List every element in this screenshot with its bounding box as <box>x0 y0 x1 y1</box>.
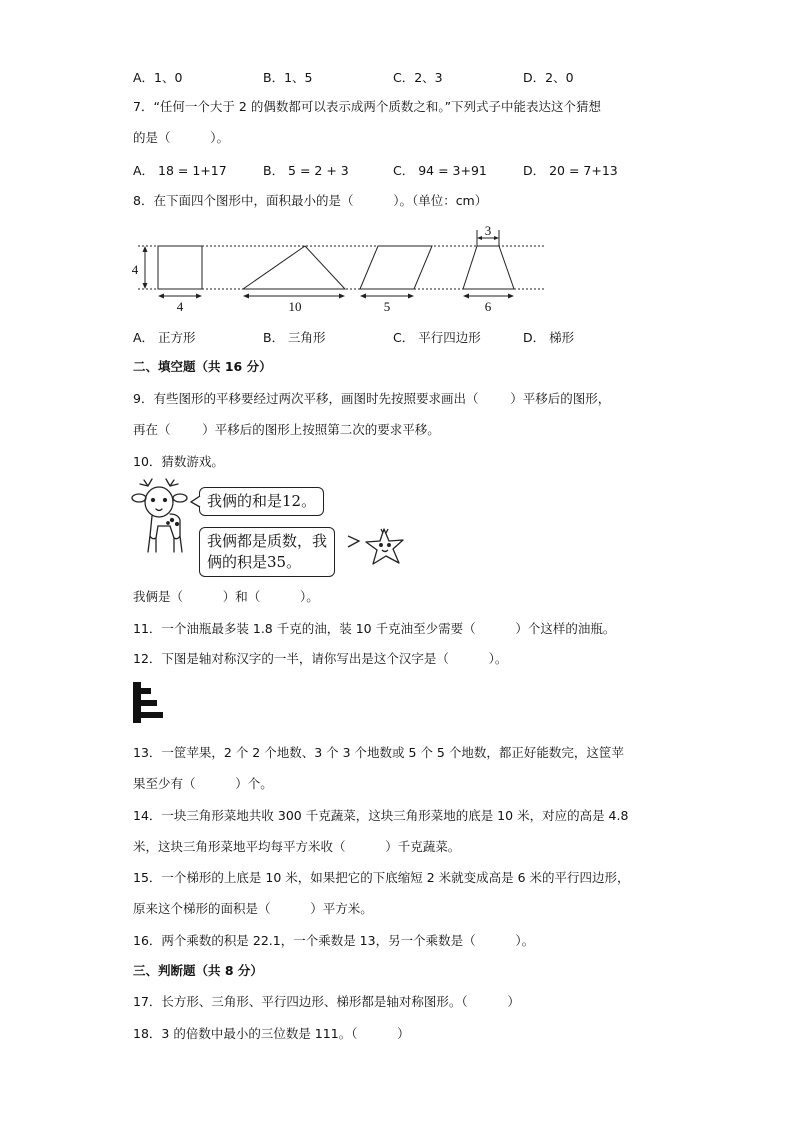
q7-option-d: D． 20 = 7+13 <box>523 163 618 178</box>
q16-question: 16．两个乘数的积是 22.1，一个乘数是 13，另一个乘数是（ ）。 <box>133 933 535 948</box>
q8-shapes-figure <box>0 0 794 330</box>
q6-option-d: D．2、0 <box>523 70 574 85</box>
trapezoid-shape <box>463 246 514 289</box>
q6-option-b: B．1、5 <box>263 70 313 85</box>
bubble-2-line2: 俩的积是35。 <box>207 553 302 571</box>
q8-option-c: C． 平行四边形 <box>393 330 481 345</box>
label-trapezoid-bottom: 6 <box>484 299 492 314</box>
deer-illustration <box>130 478 195 556</box>
q7-line1: 7．“任何一个大于 2 的偶数都可以表示成两个质数之和。”下列式子中能表达这个猜想 <box>133 99 602 114</box>
q8-option-a: A． 正方形 <box>133 330 196 345</box>
triangle-shape <box>243 246 345 289</box>
q14-line2: 米，这块三角形菜地平均每平方米收（ ）千克蔬菜。 <box>133 839 461 854</box>
star-character-illustration <box>362 525 410 571</box>
label-height: 4 <box>131 262 139 277</box>
parallelogram-shape <box>360 246 432 289</box>
q7-option-c: C． 94 = 3+91 <box>393 163 487 178</box>
q7-line2: 的是（ ）。 <box>133 130 229 145</box>
q6-option-c: C．2、3 <box>393 70 443 85</box>
q9-line2: 再在（ ）平移后的图形上按照第二次的要求平移。 <box>133 422 440 437</box>
label-trapezoid-top: 3 <box>484 223 492 238</box>
bubble-1-text: 我俩的和是12。 <box>207 492 317 510</box>
q15-line1: 15．一个梯形的上底是 10 米，如果把它的下底缩短 2 米就变成高是 6 米的平行四边形， <box>133 870 630 885</box>
q14-line1: 14．一块三角形菜地共收 300 千克蔬菜，这块三角形菜地的底是 10 米，对应的高是 4.8 <box>133 808 629 823</box>
q15-line2: 原来这个梯形的面积是（ ）平方米。 <box>133 901 373 916</box>
q17-question: 17．长方形、三角形、平行四边形、梯形都是轴对称图形。（ ） <box>133 994 520 1009</box>
label-square-base: 4 <box>176 299 184 314</box>
q6-option-a: A．1、0 <box>133 70 183 85</box>
q8-options <box>133 328 653 346</box>
speech-bubble-2 <box>199 527 335 577</box>
bubble-1-tail <box>190 495 202 509</box>
q10-answer: 我俩是（ ）和（ ）。 <box>133 589 319 604</box>
label-triangle-base: 10 <box>288 299 302 314</box>
q12-question: 12．下图是轴对称汉字的一半，请你写出是这个汉字是（ ）。 <box>133 651 508 666</box>
label-parallelogram-base: 5 <box>383 299 391 314</box>
q13-line1: 13．一筐苹果，2 个 2 个地数、3 个 3 个地数或 5 个 5 个地数，都正好能数完，这筐苹 <box>133 745 624 760</box>
q7-option-a: A． 18 = 1+17 <box>133 163 227 178</box>
q7-option-b: B． 5 = 2 + 3 <box>263 163 349 178</box>
bubble-2-tail <box>347 535 361 549</box>
section2-title: 二、填空题（共 16 分） <box>133 359 272 374</box>
section3-title: 三、判断题（共 8 分） <box>133 963 263 978</box>
q11-question: 11．一个油瓶最多装 1.8 千克的油，装 10 千克油至少需要（ ）个这样的油瓶。 <box>133 621 616 636</box>
q9-line1: 9．有些图形的平移要经过两次平移，画图时先按照要求画出（ ）平移后的图形， <box>133 391 611 406</box>
half-character-figure <box>133 682 165 724</box>
q8-option-b: B． 三角形 <box>263 330 326 345</box>
q10-question: 10．猜数游戏。 <box>133 454 224 469</box>
speech-bubble-1 <box>199 487 324 516</box>
q18-question: 18．3 的倍数中最小的三位数是 111。（ ） <box>133 1026 410 1041</box>
square-shape <box>158 246 202 289</box>
q8-question: 8．在下面四个图形中，面积最小的是（ ）。（单位：cm） <box>133 193 488 208</box>
q8-option-d: D． 梯形 <box>523 330 575 345</box>
q13-line2: 果至少有（ ）个。 <box>133 776 273 791</box>
bubble-2-line1: 我俩都是质数，我 <box>207 532 328 550</box>
